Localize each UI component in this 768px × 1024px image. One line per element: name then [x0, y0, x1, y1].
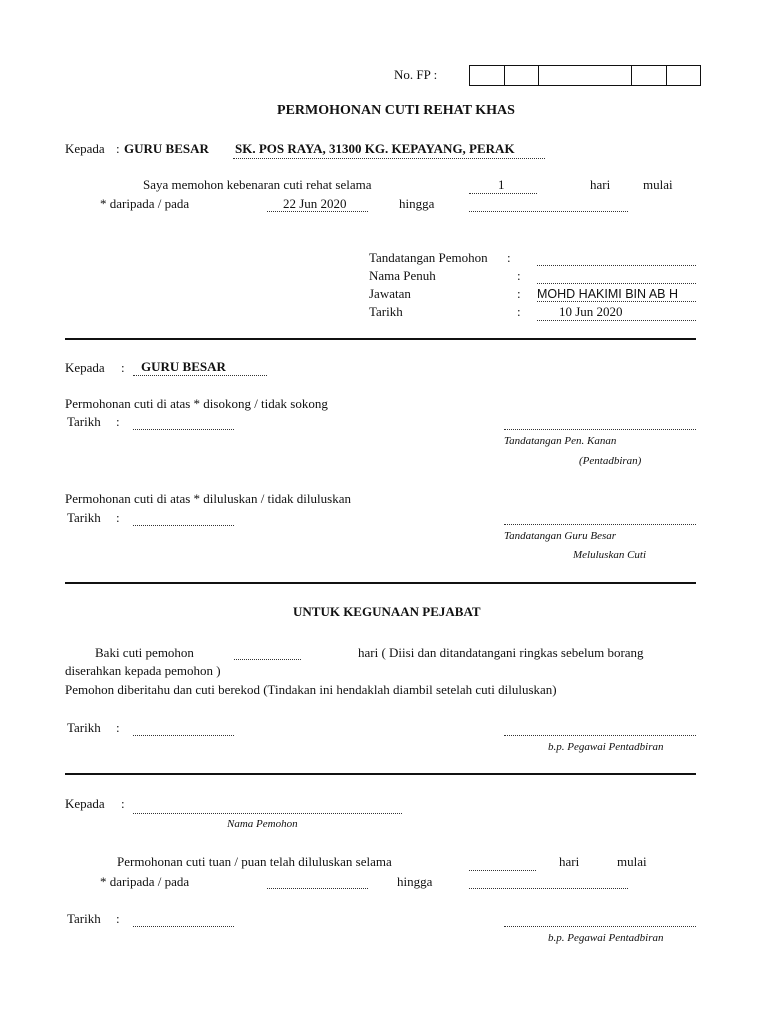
kepada-label: Kepada [65, 141, 105, 156]
section-divider [65, 582, 696, 584]
approved-from-date-field[interactable] [267, 888, 368, 889]
baki-label: Baki cuti pemohon [95, 645, 194, 660]
signature-field[interactable] [537, 265, 696, 266]
signature-label: Tandatangan Pemohon [369, 250, 488, 265]
colon: : [517, 304, 521, 319]
fp-box[interactable] [667, 66, 700, 85]
full-name-label: Nama Penuh [369, 268, 436, 283]
colon: : [116, 911, 120, 926]
full-name-field[interactable] [537, 283, 696, 284]
daripada-label: * daripada / pada [100, 874, 190, 889]
guru-besar-label: Tandatangan Guru Besar [504, 530, 617, 542]
guru-besar-signature-field[interactable] [504, 524, 696, 525]
from-date-field[interactable] [267, 211, 368, 212]
daripada-label: * daripada / pada [100, 196, 190, 211]
hari-label: hari [559, 854, 580, 869]
kepada-label: Kepada [65, 796, 105, 811]
date-label: Tarikh [369, 304, 403, 319]
colon: : [116, 414, 120, 429]
position-label: Jawatan [369, 286, 411, 301]
kepada-label: Kepada [65, 360, 105, 375]
pentadbiran-label: (Pentadbiran) [579, 455, 642, 467]
tarikh-label: Tarikh [67, 720, 101, 735]
pen-kanan-label: Tandatangan Pen. Kanan [504, 435, 617, 447]
colon: : [116, 720, 120, 735]
office-date-field[interactable] [133, 735, 234, 736]
section-divider [65, 773, 696, 775]
from-date-value[interactable]: 22 Jun 2020 [283, 196, 347, 211]
days-value[interactable]: 1 [498, 177, 505, 192]
baki-field[interactable] [234, 659, 301, 660]
position-value[interactable]: MOHD HAKIMI BIN AB H [537, 287, 678, 301]
nama-pemohon-label: Nama Pemohon [227, 818, 298, 830]
approved-to-date-field[interactable] [469, 888, 628, 889]
approved-text: Permohonan cuti tuan / puan telah diluluskan selama [117, 854, 392, 869]
recipient-underline [133, 375, 267, 376]
fp-number-label: No. FP : [394, 67, 438, 82]
meluluskan-label: Meluluskan Cuti [573, 549, 647, 561]
date-value[interactable]: 10 Jun 2020 [559, 304, 623, 319]
fp-box[interactable] [632, 66, 667, 85]
colon: : [116, 141, 120, 156]
fp-box[interactable] [505, 66, 539, 85]
section-divider [65, 338, 696, 340]
applicant-name-field[interactable] [133, 813, 402, 814]
position-field[interactable] [537, 301, 696, 302]
notify-date-field[interactable] [133, 926, 234, 927]
tarikh-label: Tarikh [67, 510, 101, 525]
colon: : [517, 268, 521, 283]
colon: : [517, 286, 521, 301]
pen-kanan-signature-field[interactable] [504, 429, 696, 430]
hari-note: hari ( Diisi dan ditandatangani ringkas sebelum borang [358, 645, 644, 660]
hingga-label: hingga [399, 196, 435, 211]
approved-days-field[interactable] [469, 870, 536, 871]
form-title: PERMOHONAN CUTI REHAT KHAS [277, 103, 515, 118]
colon: : [121, 796, 125, 811]
hingga-label: hingga [397, 874, 433, 889]
tarikh-label: Tarikh [67, 911, 101, 926]
mulai-label: mulai [643, 177, 673, 192]
colon: : [121, 360, 125, 375]
support-text: Permohonan cuti di atas * disokong / tidak sokong [65, 396, 328, 411]
support-date-field[interactable] [133, 429, 234, 430]
school-address: SK. POS RAYA, 31300 KG. KEPAYANG, PERAK [235, 141, 515, 156]
approve-date-field[interactable] [133, 525, 234, 526]
fp-box[interactable] [539, 66, 632, 85]
diserahkan-note: diserahkan kepada pemohon ) [65, 663, 221, 678]
school-underline [233, 158, 545, 159]
recipient-name: GURU BESAR [141, 359, 226, 374]
office-signature-field[interactable] [504, 735, 696, 736]
request-text: Saya memohon kebenaran cuti rehat selama [143, 177, 372, 192]
days-field[interactable] [469, 193, 537, 194]
colon: : [116, 510, 120, 525]
office-use-title: UNTUK KEGUNAAN PEJABAT [293, 604, 481, 619]
diberitahu-note: Pemohon diberitahu dan cuti berekod (Tindakan ini hendaklah diambil setelah cuti diluluskan) [65, 682, 557, 697]
notify-signature-field[interactable] [504, 926, 696, 927]
hari-label: hari [590, 177, 611, 192]
mulai-label: mulai [617, 854, 647, 869]
position-value-clip [537, 286, 696, 302]
bp-pegawai-label: b.p. Pegawai Pentadbiran [548, 932, 664, 944]
fp-number-boxes[interactable] [469, 65, 701, 86]
date-field[interactable] [537, 320, 696, 321]
approve-text: Permohonan cuti di atas * diluluskan / tidak diluluskan [65, 491, 351, 506]
fp-box[interactable] [470, 66, 505, 85]
tarikh-label: Tarikh [67, 414, 101, 429]
to-date-field[interactable] [469, 211, 628, 212]
bp-pegawai-label: b.p. Pegawai Pentadbiran [548, 741, 664, 753]
colon: : [507, 250, 511, 265]
recipient-name: GURU BESAR [124, 141, 209, 156]
